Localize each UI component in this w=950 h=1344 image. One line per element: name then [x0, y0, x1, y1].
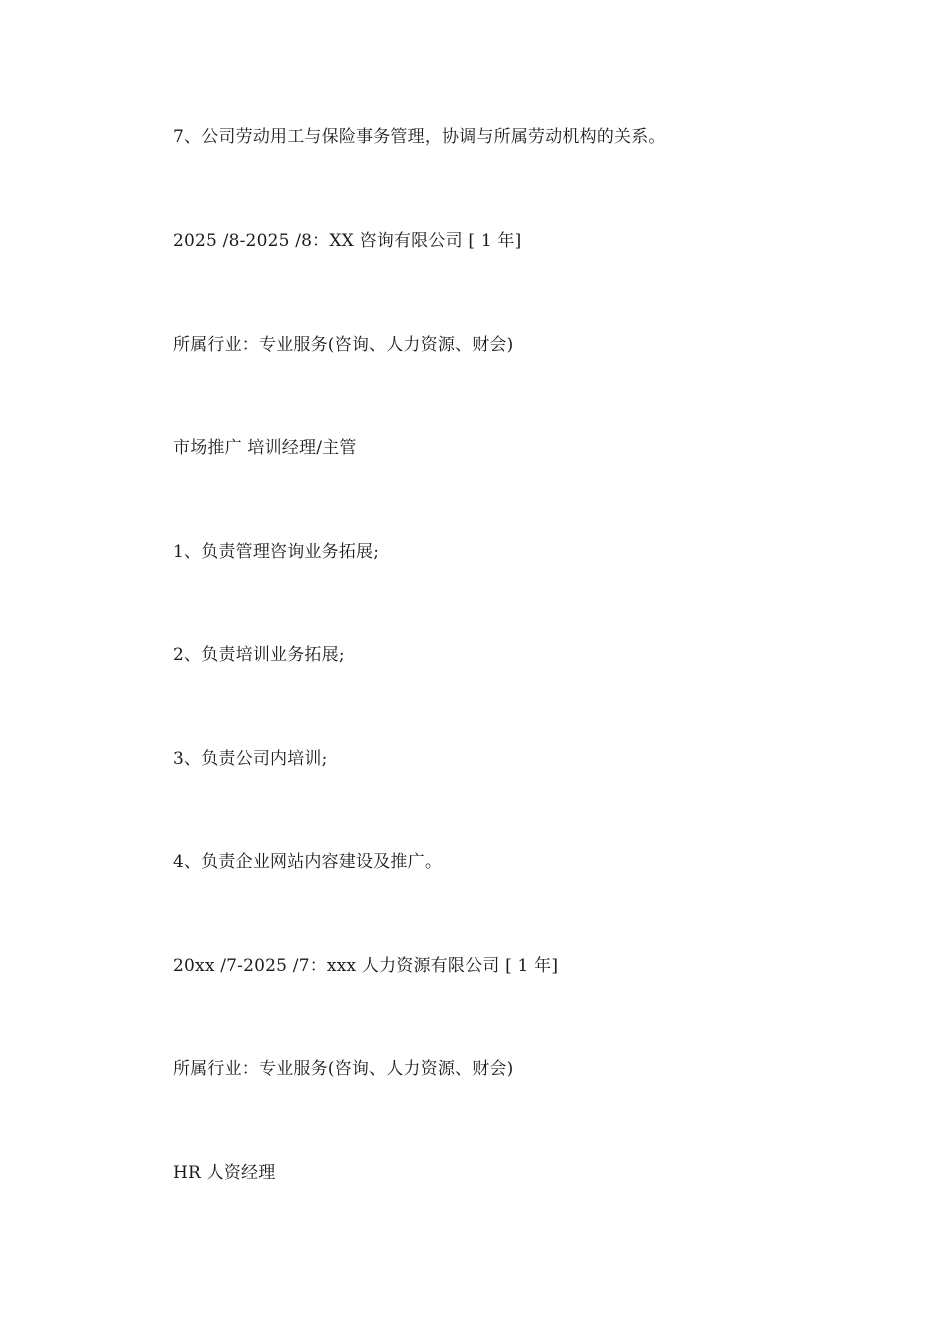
industry-line-2: 所属行业：专业服务(咨询、人力资源、财会)	[173, 1059, 514, 1079]
duty-item-7: 7、公司劳动用工与保险事务管理，协调与所属劳动机构的关系。	[173, 127, 666, 147]
duty-item-3: 3、负责公司内培训;	[173, 749, 328, 769]
job-title-2: HR 人资经理	[173, 1163, 276, 1183]
industry-line-1: 所属行业：专业服务(咨询、人力资源、财会)	[173, 335, 514, 355]
employment-period-1: 2025 /8-2025 /8：XX 咨询有限公司 [ 1 年]	[173, 231, 522, 251]
duty-item-4: 4、负责企业网站内容建设及推广。	[173, 852, 443, 872]
job-title-1: 市场推广 培训经理/主管	[173, 438, 357, 458]
duty-item-1: 1、负责管理咨询业务拓展;	[173, 542, 380, 562]
duty-item-2: 2、负责培训业务拓展;	[173, 645, 345, 665]
employment-period-2: 20xx /7-2025 /7：xxx 人力资源有限公司 [ 1 年]	[173, 956, 559, 976]
